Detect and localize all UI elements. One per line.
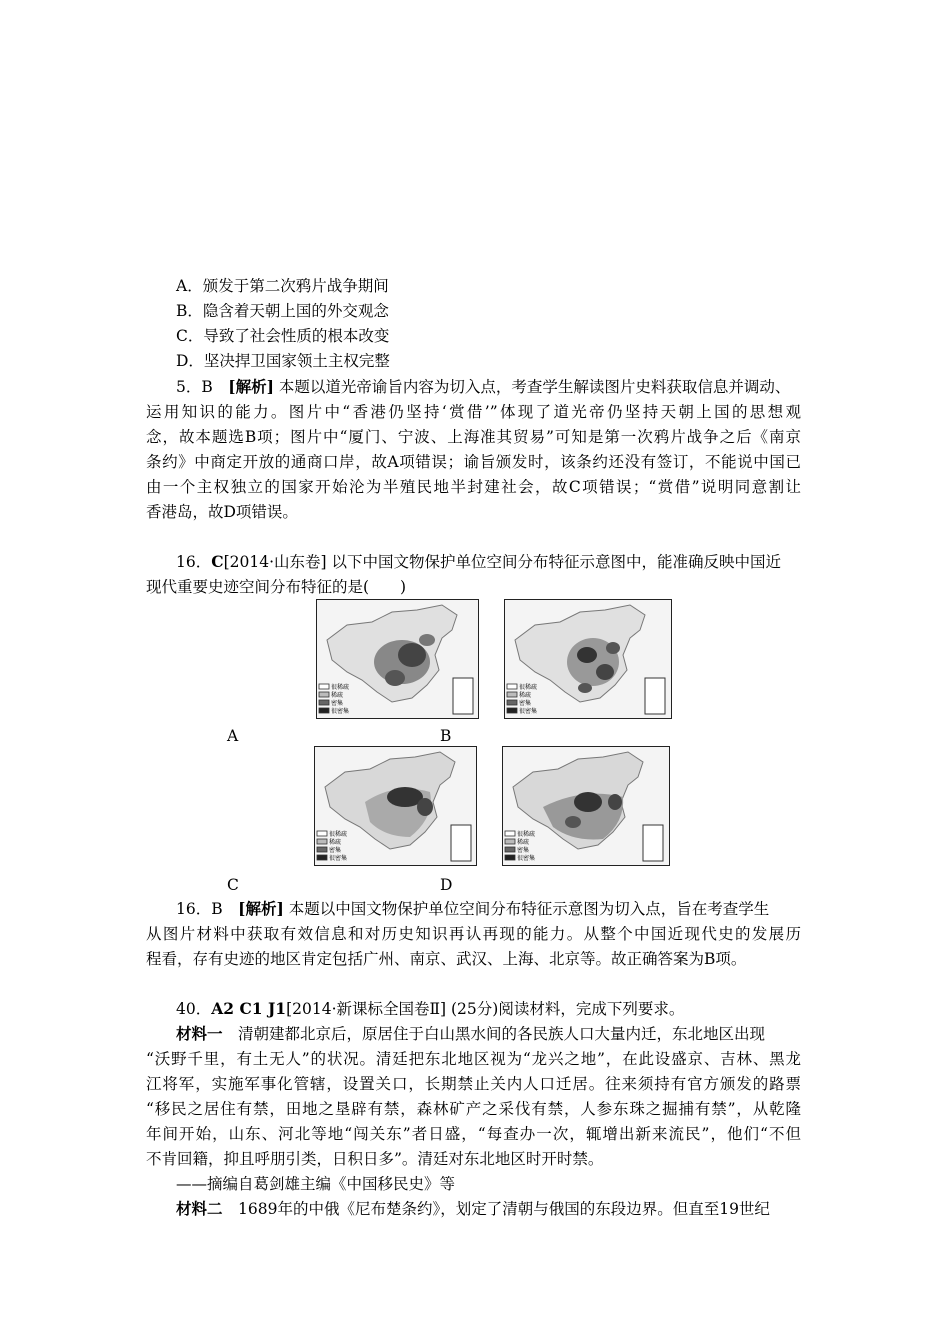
q16-code: C <box>211 552 224 571</box>
q5-line-4: 条约》中商定开放的通商口岸，故A项错误；谕旨颁发时，该条约还没有签订，不能说中国已 <box>146 453 801 471</box>
q40-material1-line-2: “沃野千里，有土无人”的状况。清廷把东北地区视为“龙兴之地”，在此设盛京、吉林、黑龙 <box>146 1050 801 1068</box>
material-1-label: 材料一 <box>176 1024 223 1043</box>
map-label-a: A <box>227 727 239 745</box>
map-a-legend-1: 很稀疏 <box>331 684 350 691</box>
map-label-d: D <box>440 876 453 894</box>
q40-material1-line-1: 材料一 清朝建都北京后，原居住于白山黑水间的各民族人口大量内迁，东北地区出现 <box>176 1024 766 1043</box>
map-b-legend-3: 密集 <box>519 700 532 707</box>
material-2-label: 材料二 <box>176 1199 223 1218</box>
map-d <box>502 746 670 866</box>
map-a-legend-4: 很密集 <box>331 708 350 715</box>
a16-line-2: 从图片材料中获取有效信息和对历史知识再认再现的能力。从整个中国近现代史的发展历 <box>146 925 801 943</box>
map-a-legend-2: 稀疏 <box>331 692 344 699</box>
q5-line-6: 香港岛，故D项错误。 <box>146 503 298 521</box>
q5-line-1: 5．B [解析] 本题以道光帝谕旨内容为切入点，考查学生解读图片史料获取信息并调动、 <box>176 377 791 396</box>
q40-material1-line-4: “移民之居住有禁，田地之垦辟有禁，森林矿产之采伐有禁，人参东珠之掘捕有禁”，从乾隆 <box>146 1100 801 1118</box>
map-d-legend-4: 很密集 <box>517 855 536 862</box>
q16-line-1: 16．C[2014·山东卷] 以下中国文物保护单位空间分布特征示意图中，能准确反映中国近 <box>176 552 781 571</box>
q40-material1-line-6: 不肯回籍，抑且呼朋引类，日积日多”。清廷对东北地区时开时禁。 <box>146 1150 604 1168</box>
q5-analysis-tag: [解析] <box>228 377 274 396</box>
q40-line-1: 40．A2 C1 J1[2014·新课标全国卷Ⅱ] (25分)阅读材料，完成下列要求。 <box>176 999 685 1018</box>
q5-line-3: 念，故本题选B项；图片中“厦门、宁波、上海准其贸易”可知是第一次鸦片战争之后《南京 <box>146 428 801 446</box>
map-b <box>504 599 672 719</box>
a16-line-3: 程看，存有史迹的地区肯定包括广州、南京、武汉、上海、北京等。故正确答案为B项。 <box>146 950 747 968</box>
q40-codes: A2 C1 J1 <box>211 999 287 1018</box>
q16-line-2: 现代重要史迹空间分布特征的是( ) <box>146 578 407 596</box>
map-c-legend-4: 很密集 <box>329 855 348 862</box>
map-b-legend-1: 很稀疏 <box>519 684 538 691</box>
option-a: A．颁发于第二次鸦片战争期间 <box>176 277 389 295</box>
map-d-legend-2: 稀疏 <box>517 839 530 846</box>
map-label-b: B <box>440 727 452 745</box>
a16-line-1: 16．B [解析] 本题以中国文物保护单位空间分布特征示意图为切入点，旨在考查学生 <box>176 899 770 918</box>
map-d-legend-3: 密集 <box>517 847 530 854</box>
map-a <box>316 599 479 719</box>
q40-material1-line-3: 江将军，实施军事化管辖，设置关口，长期禁止关内人口迁居。往来须持有官方颁发的路票 <box>146 1075 801 1093</box>
q40-material2-line-1: 材料二 1689年的中俄《尼布楚条约》，划定了清朝与俄国的东段边界。但直至19世纪 <box>176 1199 770 1218</box>
option-c: C．导致了社会性质的根本改变 <box>176 327 390 345</box>
q40-material1-source: ——摘编自葛剑雄主编《中国移民史》等 <box>176 1175 456 1193</box>
map-c-legend-3: 密集 <box>329 847 342 854</box>
map-b-legend-2: 稀疏 <box>519 692 532 699</box>
q5-line-2: 运用知识的能力。图片中“香港仍坚持‘赏借’”体现了道光帝仍坚持天朝上国的思想观 <box>146 403 801 421</box>
map-a-legend-3: 密集 <box>331 700 344 707</box>
a16-analysis-tag: [解析] <box>238 899 284 918</box>
map-label-c: C <box>227 876 239 894</box>
map-b-legend-4: 很密集 <box>519 708 538 715</box>
option-d: D．坚决捍卫国家领土主权完整 <box>176 352 390 370</box>
map-c <box>314 746 477 866</box>
option-b: B．隐含着天朝上国的外交观念 <box>176 302 389 320</box>
map-c-legend-1: 很稀疏 <box>329 831 348 838</box>
a16-answer: 16．B <box>176 900 223 918</box>
q5-answer: 5．B <box>176 378 213 396</box>
q40-material1-line-5: 年间开始，山东、河北等地“闯关东”者日盛，“每查办一次，辄增出新来流民”，他们“不但 <box>146 1125 801 1143</box>
map-d-legend-1: 很稀疏 <box>517 831 536 838</box>
map-c-legend-2: 稀疏 <box>329 839 342 846</box>
q5-line-5: 由一个主权独立的国家开始沦为半殖民地半封建社会，故C项错误；“赏借”说明同意割让 <box>146 478 801 496</box>
